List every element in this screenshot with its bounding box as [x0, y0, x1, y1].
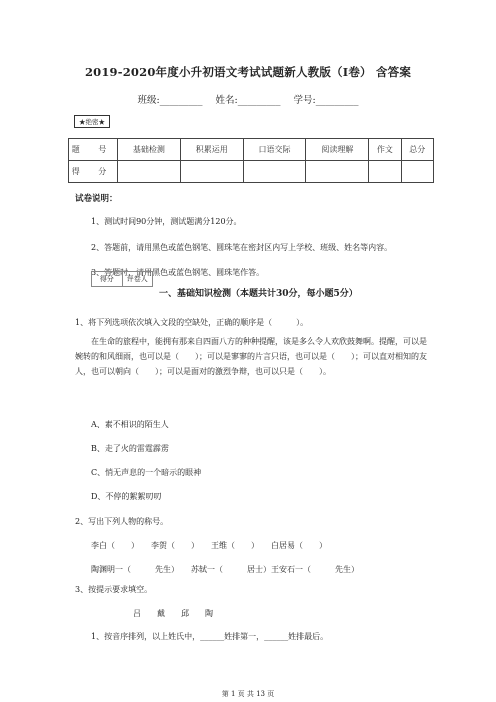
fill-line: 李白（ ） 李贺（ ） 王维（ ） 白居易（ ） [91, 541, 327, 550]
option-a: A、素不相识的陌生人 [91, 420, 169, 429]
surname-list: 吕 戴 邱 陶 [133, 609, 213, 618]
score-cell[interactable] [401, 161, 433, 183]
class-field[interactable]: 班级:_________ [137, 95, 203, 106]
note-item: 1、测试时间90分钟，测试题满分120分。 [91, 217, 242, 226]
section-title: 一、基础知识检测（本题共计30分，每小题5分） [159, 289, 358, 299]
score-row-label: 得 分 [69, 161, 118, 183]
option-c: C、悄无声息的一个暗示的眼神 [91, 468, 202, 477]
note-item: 3、答题时，请用黑色或蓝色钢笔、圆珠笔作答。 [91, 268, 265, 277]
score-header-cell: 题 号 [69, 139, 118, 161]
score-cell[interactable] [118, 161, 181, 183]
score-header-cell: 积累运用 [180, 139, 243, 161]
student-id-field[interactable]: 学号:_________ [293, 95, 359, 106]
question-stem: 2、写出下列人物的称号。 [75, 517, 169, 526]
option-b: B、走了火的雷霆霹雳 [91, 444, 169, 453]
fill-line: 陶渊明一（ 先生） 苏轼一（ 居士）王安石一（ 先生） [91, 565, 359, 574]
score-cell[interactable] [306, 161, 369, 183]
score-table-header-row [69, 139, 434, 161]
page-footer: 第 1 页 共 13 页 [221, 690, 275, 698]
notes-title: 试卷说明： [75, 194, 118, 204]
note-item: 2、答题前，请用黑色或蓝色钢笔、圆珠笔在密封区内写上学校、班级、姓名等内容。 [91, 243, 393, 252]
score-header-cell: 总分 [401, 139, 433, 161]
score-header-cell: 基础检测 [118, 139, 181, 161]
score-cell[interactable] [369, 161, 401, 183]
score-header-cell: 作文 [369, 139, 401, 161]
question-stem: 1、将下列选项依次填入文段的空缺处，正确的顺序是（ ）。 [75, 318, 309, 327]
score-header-cell: 口语交际 [243, 139, 306, 161]
score-cell[interactable] [180, 161, 243, 183]
score-cell[interactable] [243, 161, 306, 183]
scorer-score-label: 得分 [99, 275, 114, 283]
score-table [68, 138, 434, 183]
score-table-score-row [69, 161, 434, 183]
page-title: 2019-2020年度小升初语文考试试题新人教版（I卷） 含答案 [84, 65, 412, 79]
student-info-line [0, 92, 496, 106]
name-field[interactable]: 姓名:_________ [215, 95, 281, 106]
score-header-cell: 阅读理解 [306, 139, 369, 161]
scorer-box [91, 271, 153, 287]
scorer-grader-label: 评卷人 [122, 272, 153, 286]
question-passage: 在生命的旅程中，能拥有那来自四面八方的种种提醒，该是多么令人欢欣鼓舞啊。提醒，可以是婉转的和风细雨，也可以是（ ）；可以是寥寥的片言只语，也可以是（ ）；可以直对相知的友人，也可以朝向（ ）；可以是面对的激烈争辩，也可以只是（ ）。 [75, 337, 427, 376]
fill-line: 1、按音序排列，以上姓氏中，______姓排第一，______姓排最后。 [91, 632, 329, 641]
option-d: D、不停的絮絮叨叨 [91, 492, 162, 501]
question-stem: 3、按提示要求填空。 [75, 585, 153, 594]
secret-tag: ★绝密★ [74, 115, 110, 128]
